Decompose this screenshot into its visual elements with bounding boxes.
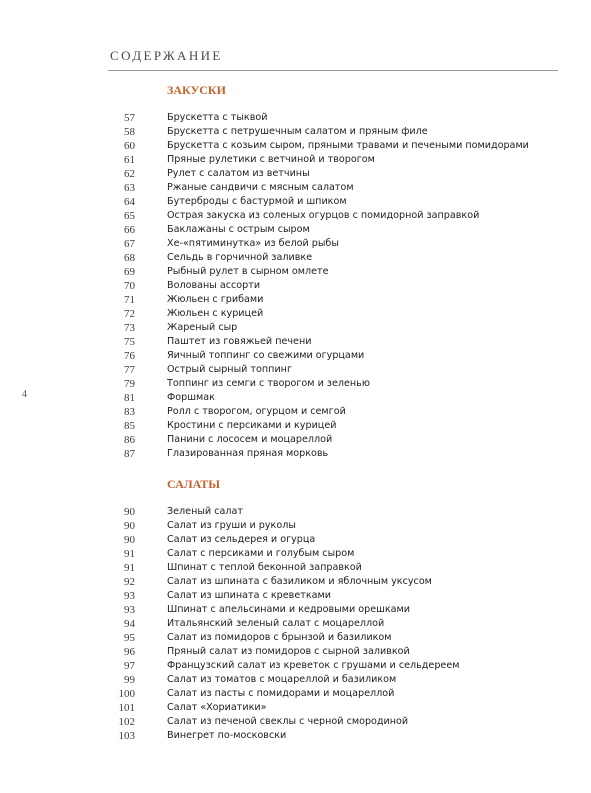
entry-title: Паштет из говяжьей печени (167, 336, 312, 347)
toc-entry (110, 561, 560, 575)
entry-page-number: 67 (124, 238, 135, 250)
entry-page-number: 93 (124, 590, 135, 602)
entry-title: Брускетта с тыквой (167, 112, 268, 123)
toc-entry (110, 265, 560, 279)
entry-page-number: 68 (124, 252, 135, 264)
entry-page-number: 103 (118, 730, 135, 742)
entry-title: Острая закуска из соленых огурцов с помидорной заправкой (167, 210, 480, 221)
entry-list (110, 505, 560, 743)
entry-title: Острый сырный топпинг (167, 364, 292, 375)
entry-page-number: 73 (124, 322, 135, 334)
entry-title: Салат из груши и руколы (167, 520, 296, 531)
toc-entry (110, 139, 560, 153)
entry-title: Жареный сыр (167, 322, 238, 333)
entry-page-number: 58 (124, 126, 135, 138)
toc-entry (110, 167, 560, 181)
page-title: СОДЕРЖАНИЕ (110, 48, 223, 63)
toc-entry (110, 687, 560, 701)
entry-page-number: 99 (124, 674, 135, 686)
toc-entry (110, 363, 560, 377)
entry-page-number: 91 (124, 562, 135, 574)
toc-entry (110, 279, 560, 293)
toc-entry (110, 589, 560, 603)
entry-page-number: 101 (118, 702, 135, 714)
entry-title: Салат «Хориатики» (167, 702, 267, 713)
toc-entry (110, 673, 560, 687)
toc-entry (110, 335, 560, 349)
toc-entry (110, 729, 560, 743)
entry-page-number: 94 (124, 618, 135, 630)
entry-page-number: 96 (124, 646, 135, 658)
toc-entry (110, 645, 560, 659)
entry-page-number: 86 (124, 434, 135, 446)
entry-title: Шпинат с апельсинами и кедровыми орешками (167, 604, 411, 615)
toc-entry (110, 223, 560, 237)
entry-title: Ролл с творогом, огурцом и семгой (167, 406, 346, 417)
entry-title: Волованы ассорти (167, 280, 261, 291)
entry-title: Салат из шпината с базиликом и яблочным уксусом (167, 576, 432, 587)
toc-entry (110, 293, 560, 307)
entry-title: Брускетта с петрушечным салатом и пряным филе (167, 126, 428, 137)
entry-page-number: 72 (124, 308, 135, 320)
entry-title: Панини с лососем и моцареллой (167, 434, 333, 445)
entry-title: Пряные рулетики с ветчиной и творогом (167, 154, 375, 165)
entry-page-number: 92 (124, 576, 135, 588)
entry-page-number: 81 (124, 392, 135, 404)
toc-entry (110, 701, 560, 715)
toc-entry (110, 617, 560, 631)
entry-title: Салат с персиками и голубым сыром (167, 548, 355, 559)
entry-title: Жюльен с грибами (167, 294, 264, 305)
entry-title: Рулет с салатом из ветчины (167, 168, 310, 179)
entry-title: Кростини с персиками и курицей (167, 420, 337, 431)
toc-entry (110, 209, 560, 223)
entry-title: Хе-«пятиминутка» из белой рыбы (167, 238, 339, 249)
toc-entry (110, 519, 560, 533)
toc-entry (110, 405, 560, 419)
entry-title: Сельдь в горчичной заливке (167, 252, 313, 263)
entry-list (110, 111, 560, 461)
entry-title: Топпинг из семги с творогом и зеленью (167, 378, 370, 389)
entry-title: Брускетта с козьим сыром, пряными травами и печеными помидорами (167, 140, 529, 151)
toc-entry (110, 237, 560, 251)
entry-page-number: 70 (124, 280, 135, 292)
entry-title: Шпинат с теплой беконной заправкой (167, 562, 362, 573)
toc-entry (110, 659, 560, 673)
toc-entry (110, 181, 560, 195)
entry-title: Салат из пасты с помидорами и моцареллой (167, 688, 395, 699)
entry-page-number: 76 (124, 350, 135, 362)
entry-page-number: 90 (124, 534, 135, 546)
entry-page-number: 90 (124, 506, 135, 518)
entry-title: Итальянский зеленый салат с моцареллой (167, 618, 385, 629)
entry-title: Баклажаны с острым сыром (167, 224, 310, 235)
toc-entry (110, 575, 560, 589)
entry-title: Пряный салат из помидоров с сырной заливкой (167, 646, 410, 657)
toc-entry (110, 125, 560, 139)
entry-page-number: 64 (124, 196, 135, 208)
toc-entry (110, 153, 560, 167)
entry-page-number: 102 (118, 716, 135, 728)
toc-entry (110, 307, 560, 321)
toc-entry (110, 715, 560, 729)
toc-entry (110, 533, 560, 547)
entry-page-number: 71 (124, 294, 135, 306)
toc-entry (110, 547, 560, 561)
entry-page-number: 85 (124, 420, 135, 432)
entry-page-number: 66 (124, 224, 135, 236)
entry-title: Салат из помидоров с брынзой и базиликом (167, 632, 392, 643)
toc-entry (110, 377, 560, 391)
toc-entry (110, 447, 560, 461)
entry-page-number: 62 (124, 168, 135, 180)
entry-title: Рыбный рулет в сырном омлете (167, 266, 329, 277)
toc-entry (110, 419, 560, 433)
entry-page-number: 91 (124, 548, 135, 560)
entry-page-number: 63 (124, 182, 135, 194)
entry-page-number: 90 (124, 520, 135, 532)
entry-page-number: 95 (124, 632, 135, 644)
entry-title: Ржаные сандвичи с мясным салатом (167, 182, 354, 193)
entry-title: Французский салат из креветок с грушами и сельдереем (167, 660, 460, 671)
entry-title: Бутерброды с бастурмой и шпиком (167, 196, 347, 207)
entry-page-number: 57 (124, 112, 135, 124)
entry-page-number: 87 (124, 448, 135, 460)
toc-entry (110, 111, 560, 125)
entry-page-number: 100 (118, 688, 135, 700)
toc-entry (110, 505, 560, 519)
entry-page-number: 69 (124, 266, 135, 278)
toc-entry (110, 631, 560, 645)
entry-title: Салат из томатов с моцареллой и базиликом (167, 674, 397, 685)
toc-entry (110, 251, 560, 265)
entry-title: Форшмак (167, 392, 215, 403)
toc-entry (110, 603, 560, 617)
entry-title: Винегрет по-московски (167, 730, 287, 741)
section-title: ЗАКУСКИ (167, 83, 226, 97)
entry-title: Салат из сельдерея и огурца (167, 534, 316, 545)
entry-page-number: 83 (124, 406, 135, 418)
entry-title: Салат из шпината с креветками (167, 590, 331, 601)
entry-page-number: 60 (124, 140, 135, 152)
entry-page-number: 61 (124, 154, 135, 166)
toc-entry (110, 195, 560, 209)
entry-page-number: 79 (124, 378, 135, 390)
entry-title: Зеленый салат (167, 506, 243, 517)
entry-title: Салат из печеной свеклы с черной смородиной (167, 716, 409, 727)
page-number: 4 (22, 389, 27, 400)
entry-page-number: 65 (124, 210, 135, 222)
entry-page-number: 93 (124, 604, 135, 616)
toc-entry (110, 391, 560, 405)
toc-entry (110, 433, 560, 447)
entry-title: Жюльен с курицей (167, 308, 264, 319)
entry-page-number: 77 (124, 364, 135, 376)
entry-page-number: 75 (124, 336, 135, 348)
toc-entry (110, 321, 560, 335)
section-title: САЛАТЫ (167, 477, 221, 491)
header-divider (108, 70, 558, 71)
entry-page-number: 97 (124, 660, 135, 672)
entry-title: Глазированная пряная морковь (167, 448, 329, 459)
entry-title: Яичный топпинг со свежими огурцами (167, 350, 365, 361)
toc-entry (110, 349, 560, 363)
